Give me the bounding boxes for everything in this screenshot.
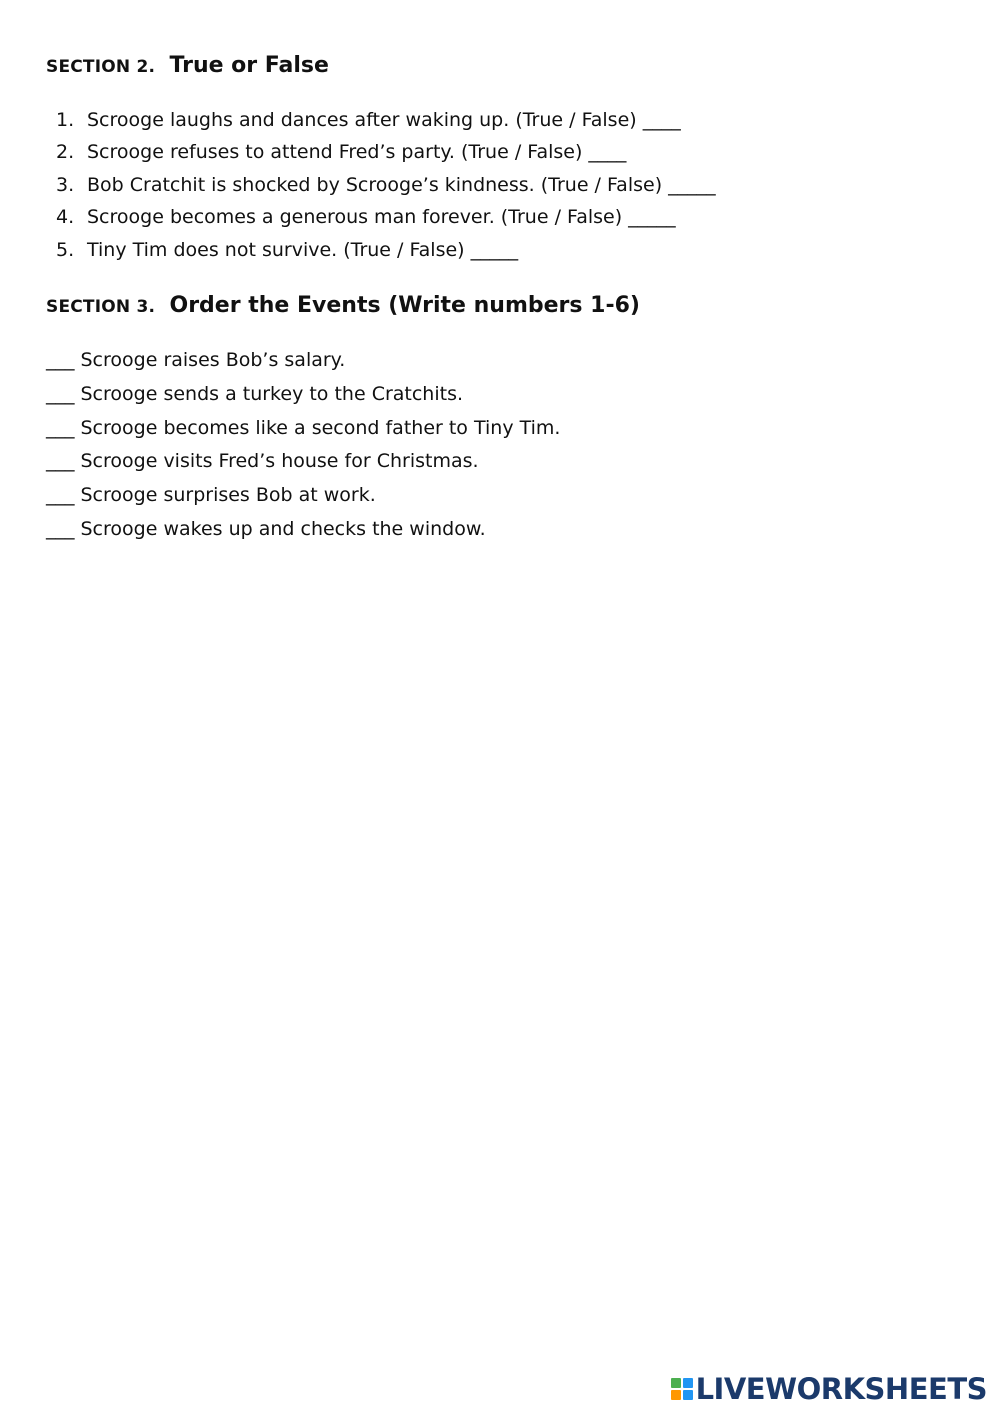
- order-event-item: [46, 448, 560, 482]
- item-text: Tiny Tim does not survive. (True / False) _____: [87, 238, 519, 261]
- true-false-item: [56, 139, 716, 171]
- logo-square: [683, 1378, 693, 1388]
- order-event-item: [46, 415, 560, 449]
- logo-square: [671, 1390, 681, 1400]
- event-text: Scrooge becomes like a second father to Tiny Tim.: [80, 416, 561, 439]
- liveworksheets-brand: [671, 1372, 987, 1406]
- event-text: Scrooge surprises Bob at work.: [80, 484, 376, 507]
- true-false-item: [56, 237, 716, 269]
- event-text: Scrooge sends a turkey to the Cratchits.: [80, 382, 464, 405]
- section2-title: True or False: [169, 53, 329, 78]
- section2-number: SECTION 2.: [46, 57, 156, 77]
- item-text: Scrooge laughs and dances after waking up. (True / False) ____: [87, 109, 681, 131]
- logo-square: [671, 1378, 681, 1388]
- true-false-item: [56, 107, 716, 139]
- order-blank: ___: [46, 416, 75, 439]
- order-event-item: [46, 516, 560, 550]
- section3-number: SECTION 3.: [46, 297, 156, 317]
- true-false-item: [56, 172, 716, 204]
- section2-heading: [46, 50, 329, 78]
- logo-square: [683, 1390, 693, 1400]
- liveworksheets-logo-icon: [671, 1378, 693, 1400]
- order-blank: ___: [46, 349, 75, 371]
- item-text: Scrooge refuses to attend Fred’s party. (True / False) ____: [87, 141, 627, 164]
- item-number: 1.: [56, 109, 75, 131]
- item-number: 3.: [56, 173, 75, 196]
- order-events-list: [46, 347, 560, 550]
- true-false-list: [56, 107, 716, 269]
- order-blank: ___: [46, 382, 75, 405]
- item-text: Bob Cratchit is shocked by Scrooge’s kindness. (True / False) _____: [87, 173, 716, 196]
- brand-wordmark: LIVEWORKSHEETS: [695, 1372, 987, 1406]
- order-blank: ___: [46, 484, 75, 507]
- event-text: Scrooge visits Fred’s house for Christmas.: [80, 450, 479, 473]
- item-text: Scrooge becomes a generous man forever. (True / False) _____: [87, 206, 676, 229]
- order-blank: ___: [46, 450, 75, 473]
- item-number: 4.: [56, 206, 75, 229]
- true-false-item: [56, 204, 716, 236]
- item-number: 2.: [56, 141, 75, 164]
- order-event-item: [46, 482, 560, 516]
- item-number: 5.: [56, 238, 75, 261]
- order-blank: ___: [46, 517, 75, 540]
- event-text: Scrooge raises Bob’s salary.: [80, 349, 346, 371]
- section3-title: Order the Events (Write numbers 1-6): [169, 293, 640, 318]
- order-event-item: [46, 381, 560, 415]
- order-event-item: [46, 347, 560, 381]
- section3-heading: [46, 290, 640, 318]
- event-text: Scrooge wakes up and checks the window.: [80, 517, 486, 540]
